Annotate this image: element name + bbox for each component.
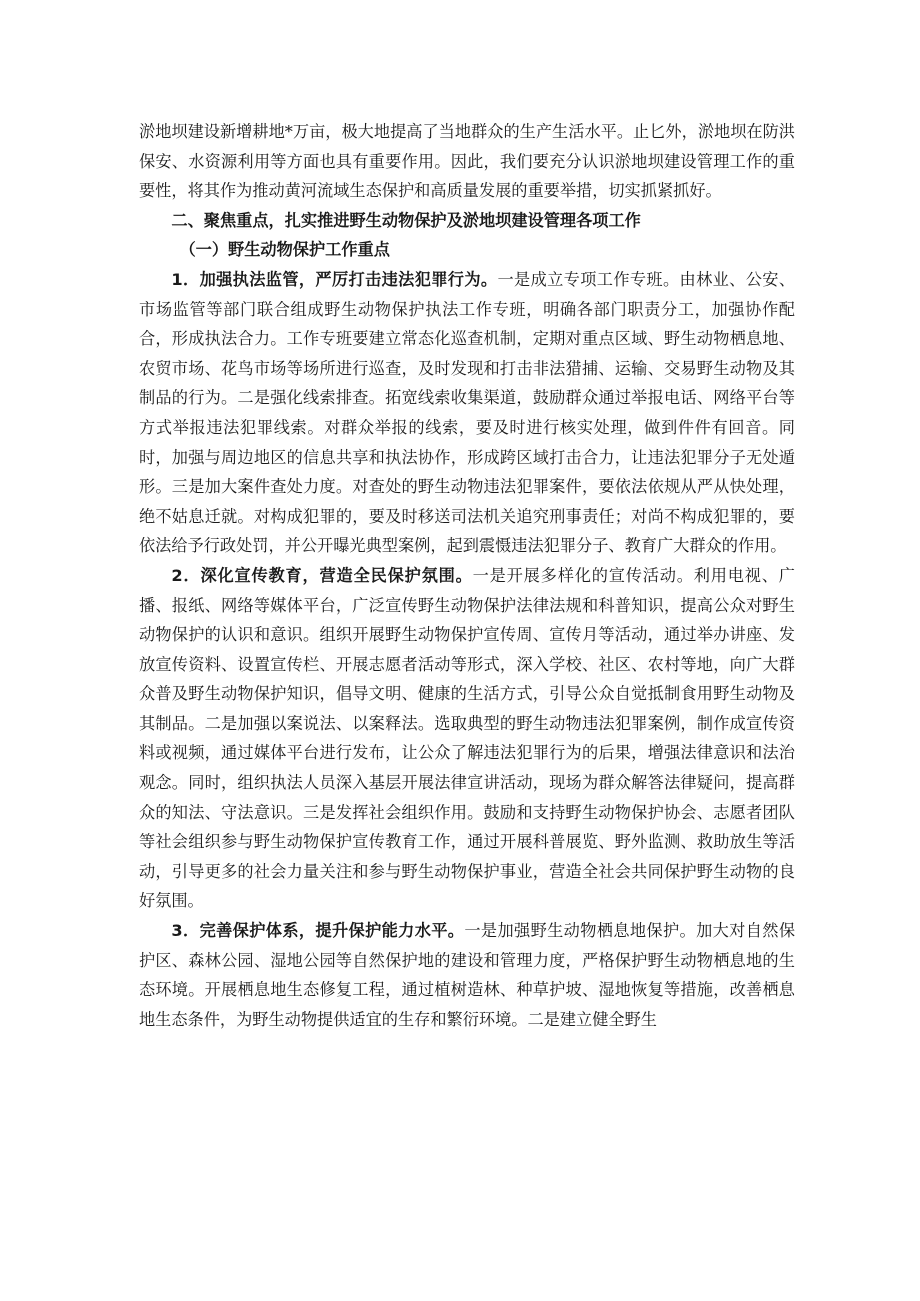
document-page <box>139 117 795 1034</box>
item-1-lead: 1．加强执法监管，严厉打击违法犯罪行为。 <box>171 269 498 289</box>
item-1-body: 一是成立专项工作专班。由林业、公安、市场监管等部门联合组成野生动物保护执法工作专班，明确各部门职责分工，加强协作配合，形成执法合力。工作专班要建立常态化巡查机制，定期对重点区域、野生动物栖息地、农贸市场、花鸟市场等场所进行巡查，及时发现和打击非法猎捕、运输、交易野生动物及其制品的行为。二是强化线索排查。拓宽线索收集渠道，鼓励群众通过举报电话、网络平台等方式举报违法犯罪线索。对群众举报的线索，要及时进行核实处理，做到件件有回音。同时，加强与周边地区的信息共享和执法协作，形成跨区域打击合力，让违法犯罪分子无处遁形。三是加大案件查处力度。对查处的野生动物违法犯罪案件，要依法依规从严从快处理，绝不姑息迁就。对构成犯罪的，要及时移送司法机关追究刑事责任；对尚不构成犯罪的，要依法给予行政处罚，并公开曝光典型案例，起到震慑违法犯罪分子、教育广大群众的作用。 <box>139 269 796 556</box>
item-3-body: 一是加强野生动物栖息地保护。加大对自然保护区、森林公园、湿地公园等自然保护地的建设和管理力度，严格保护野生动物栖息地的生态环境。开展栖息地生态修复工程，通过植树造林、种草护坡、湿地恢复等措施，改善栖息地生态条件，为野生动物提供适宜的生存和繁衍环境。二是建立健全野生 <box>139 921 796 1029</box>
item-2-paragraph <box>139 561 795 916</box>
item-2-lead: 2．深化宣传教育，营造全民保护氛围。 <box>171 565 473 585</box>
item-3-paragraph <box>139 916 795 1034</box>
item-3-lead: 3．完善保护体系，提升保护能力水平。 <box>171 921 465 941</box>
section-heading: 二、聚焦重点，扎实推进野生动物保护及淤地坝建设管理各项工作 <box>171 210 641 230</box>
item-1-paragraph <box>139 265 795 561</box>
item-2-body: 一是开展多样化的宣传活动。利用电视、广播、报纸、网络等媒体平台，广泛宣传野生动物保护法律法规和科普知识，提高公众对野生动物保护的认识和意识。组织开展野生动物保护宣传周、宣传月等活动，通过举办讲座、发放宣传资料、设置宣传栏、开展志愿者活动等形式，深入学校、社区、农村等地，向广大群众普及野生动物保护知识，倡导文明、健康的生活方式，引导公众自觉抵制食用野生动物及其制品。二是加强以案说法、以案释法。选取典型的野生动物违法犯罪案例，制作成宣传资料或视频，通过媒体平台进行发布，让公众了解违法犯罪行为的后果，增强法律意识和法治观念。同时，组织执法人员深入基层开展法律宣讲活动，现场为群众解答法律疑问，提高群众的知法、守法意识。三是发挥社会组织作用。鼓励和支持野生动物保护协会、志愿者团队等社会组织参与野生动物保护宣传教育工作，通过开展科普展览、野外监测、救助放生等活动，引导更多的社会力量关注和参与野生动物保护事业，营造全社会共同保护野生动物的良好氛围。 <box>139 565 795 911</box>
subsection-heading: （一）野生动物保护工作重点 <box>179 240 390 260</box>
intro-paragraph: 淤地坝建设新增耕地*万亩，极大地提高了当地群众的生产生活水平。止匕外，淤地坝在防洪保安、水资源利用等方面也具有重要作用。因此，我们要充分认识淤地坝建设管理工作的重要性，将其作为推动黄河流域生态保护和高质量发展的重要举措，切实抓紧抓好。 <box>139 122 795 201</box>
